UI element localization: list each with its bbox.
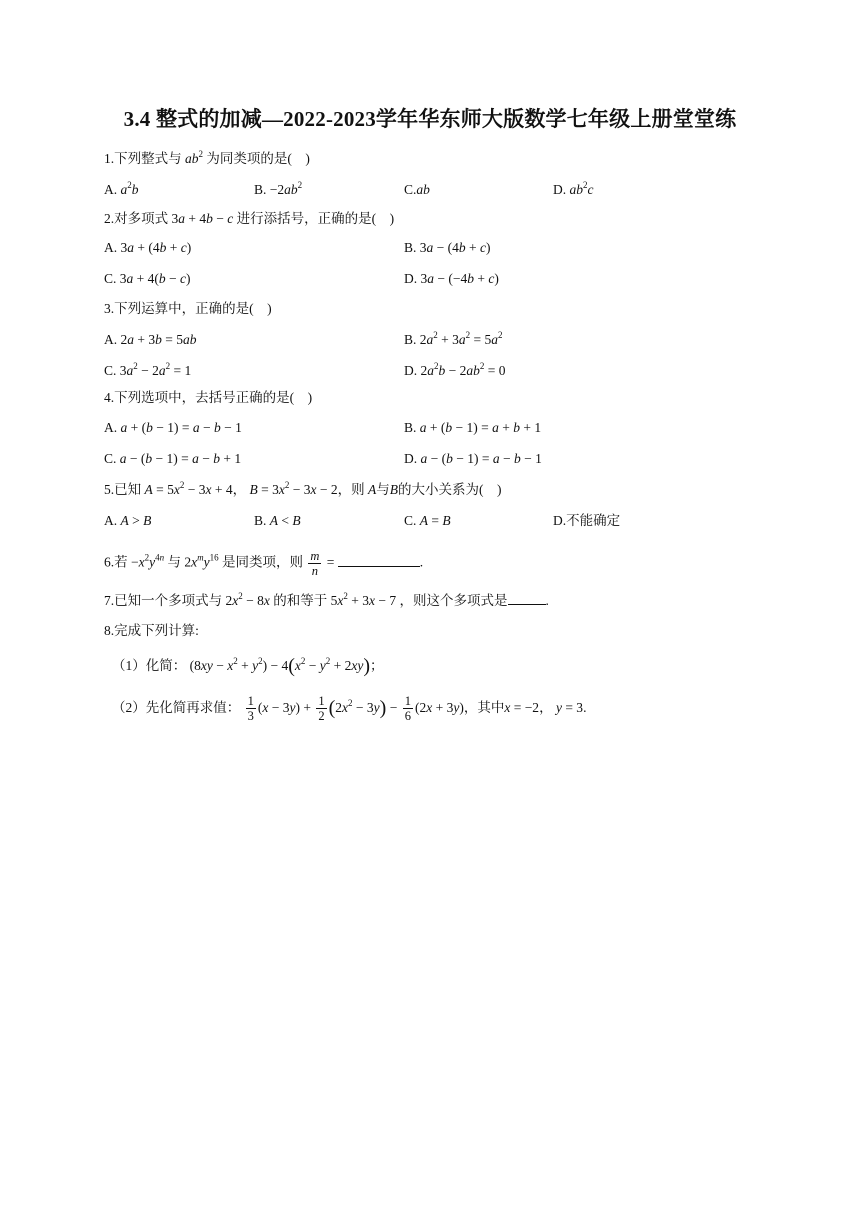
q1-stem-prefix: 1.下列整式与 <box>104 151 182 166</box>
question-8-stem: 8.完成下列计算: <box>104 623 199 638</box>
q6-answer-blank[interactable] <box>338 554 420 567</box>
q1-option-c[interactable]: C.ab <box>404 182 430 197</box>
question-1-stem <box>104 150 310 168</box>
question-5-stem: 5.已知 $A = 5x^2 - 3x + 4$， $B = 3x^2 - 3x - 2$，则 A与B的大小关系为( ) <box>104 480 502 497</box>
q4-option-b[interactable]: B. a + (b − 1) = a + b + 1 <box>404 420 542 435</box>
m-over-n-fraction: $\frac{m}{n}$ <box>310 549 320 578</box>
q3-option-a[interactable]: A. 2a + 3b = 5ab <box>104 332 197 347</box>
q7-answer-blank[interactable] <box>508 592 546 605</box>
q4-option-a[interactable]: A. a + (b − 1) = a − b − 1 <box>104 420 242 435</box>
q1-option-a[interactable]: A. $a^2b$ <box>104 180 139 197</box>
q8-part-2: （2）先化简再求值： $\frac{1}{3}$ (x − 3y) + $\frac{1}{2}$ $(2x^2 - 3y)$ − $\frac{1}{6}$ (2x + 3y)，其中x = −2， y = 3. <box>112 694 587 724</box>
q5-option-d[interactable]: D.不能确定 <box>553 513 621 528</box>
q2-option-b[interactable]: B. 3a − (4b + c) <box>404 240 491 255</box>
q5-option-b[interactable]: B. A < B <box>254 513 301 528</box>
question-2-stem <box>104 210 394 228</box>
question-4-stem: 4.下列选项中，去括号正确的是( ) <box>104 390 313 405</box>
q8-part-1: （1）化简： $(8xy - x^2 + y^2) - 4(x^2 - y^2 + 2xy)$； <box>112 655 384 677</box>
q1-stem-suffix: 为同类项的是( ) <box>206 151 310 166</box>
question-6-stem: 6.若 $-x^2y^{4n}$ 与 $2x^my^{16}$ 是同类项，则 $\frac{m}{n}$ = . <box>104 549 424 578</box>
q3-option-b[interactable]: B. $2a^2 + 3a^2 = 5a^2$ <box>404 330 503 347</box>
page-title: 3.4 整式的加减—2022-2023学年华东师大版数学七年级上册堂堂练 <box>123 107 737 131</box>
q1-option-b[interactable]: B. $-2ab^2$ <box>254 180 303 197</box>
question-3-stem: 3.下列运算中，正确的是( ) <box>104 301 272 316</box>
q3-option-c[interactable]: C. $3a^2 - 2a^2 = 1$ <box>104 361 192 378</box>
q5-option-a[interactable]: A. A > B <box>104 513 152 528</box>
q5-option-c[interactable]: C. A = B <box>404 513 451 528</box>
q2-option-d[interactable]: D. 3a − (−4b + c) <box>404 271 499 286</box>
q2-stem-prefix: 2.对多项式 <box>104 211 169 226</box>
q3-option-d[interactable]: D. $2a^2b - 2ab^2 = 0$ <box>404 361 506 378</box>
q1-stem-expression: $ab^2$ <box>185 149 203 166</box>
q1-option-d[interactable]: D. $ab^2c$ <box>553 180 594 197</box>
q2-option-a[interactable]: A. 3a + (4b + c) <box>104 240 192 255</box>
q4-option-d[interactable]: D. a − (b − 1) = a − b − 1 <box>404 451 542 466</box>
question-7-stem: 7.已知一个多项式与 $2x^2 - 8x$ 的和等于 $5x^2 + 3x - 7$ ，则这个多项式是 . <box>104 591 549 608</box>
q4-option-c[interactable]: C. a − (b − 1) = a − b + 1 <box>104 451 242 466</box>
q2-option-c[interactable]: C. 3a + 4(b − c) <box>104 271 191 286</box>
q2-stem-expression: 3a + 4b − c <box>171 211 234 226</box>
q2-stem-suffix: 进行添括号，正确的是( ) <box>236 211 395 226</box>
